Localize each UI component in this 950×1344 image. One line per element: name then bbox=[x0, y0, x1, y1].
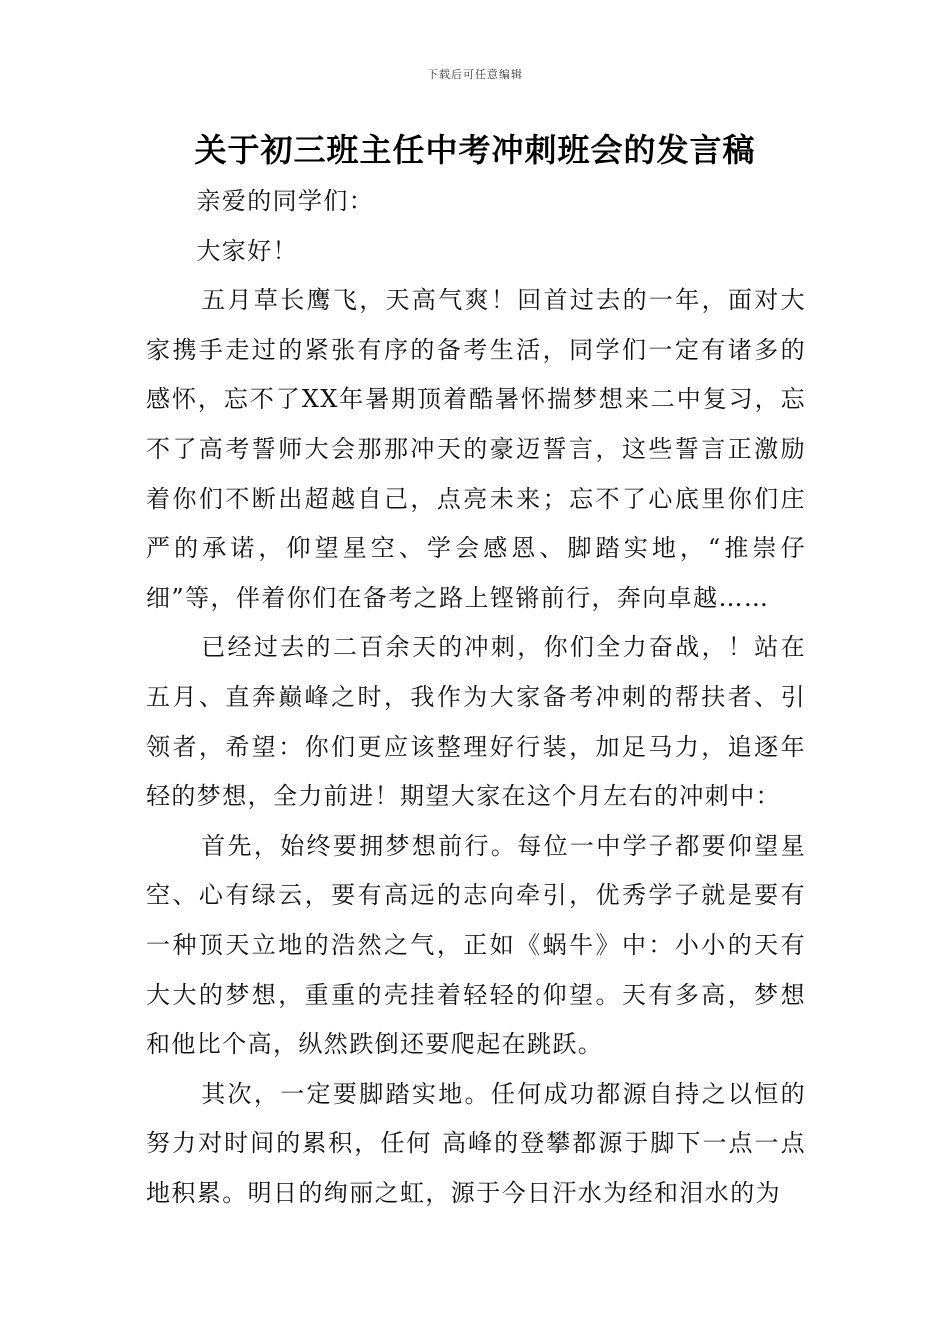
paragraph-3: 首先，始终要拥梦想前行。每位一中学子都要仰望星空、心有绿云，要有高远的志向牵引，优秀学子就是要有一种顶天立地的浩然之气，正如《蜗牛》中：小小的天有大大的梦想，重重的壳挂着轻轻的仰望。天有多高，梦想和他比个高，纵然跌倒还要爬起在跳跃。 bbox=[146, 831, 806, 1059]
header-note: 下载后可任意编辑 bbox=[427, 68, 523, 81]
paragraph-2: 已经过去的二百余天的冲刺，你们全力奋战，！站在五月、直奔巅峰之时，我作为大家备考冲刺的帮扶者、引领者，希望：你们更应该整理好行装，加足马力，追逐年轻的梦想，全力前进！期望大家在这个月左右的冲刺中： bbox=[146, 633, 806, 811]
document-title: 关于初三班主任中考冲刺班会的发言稿 bbox=[194, 131, 756, 169]
paragraph-4: 其次，一定要脚踏实地。任何成功都源自持之以恒的努力对时间的累积，任何 高峰的登攀都源于脚下一点一点地积累。明日的绚丽之虹，源于今日汗水为经和泪水的为 bbox=[146, 1079, 806, 1207]
greeting: 大家好！ bbox=[196, 236, 298, 265]
paragraph-1: 五月草长鹰飞，天高气爽！回首过去的一年，面对大家携手走过的紧张有序的备考生活，同学们一定有诸多的感怀，忘不了XX年暑期顶着酷暑怀揣梦想来二中复习，忘不了高考誓师大会那那冲天的豪迈誓言，这些誓言正激励着你们不断出超越自己，点亮未来；忘不了心底里你们庄严的承诺，仰望星空、学会感恩、脚踏实地，“推崇仔细”等，伴着你们在备考之路上铿锵前行，奔向卓越…… bbox=[146, 286, 806, 612]
salutation: 亲爱的同学们： bbox=[196, 187, 375, 215]
document-body bbox=[146, 177, 806, 1218]
